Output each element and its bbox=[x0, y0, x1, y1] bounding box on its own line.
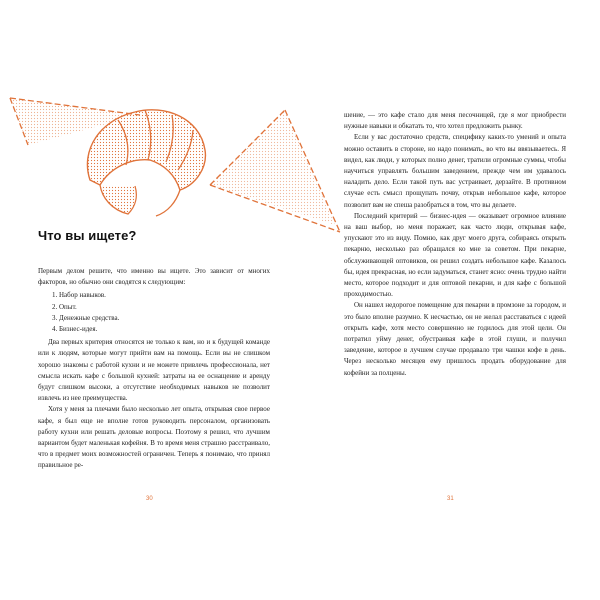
paragraph: Хотя у меня за плечами было несколько лет опыта, открывая свое первое кафе, я был еще не вполне готов руководить персоналом, организовать работу кухни или решать деловые вопросы. Поэтому я решил, что лучшим вариантом будет маленькая кофейня. В то время меня страшно расстраивало, что в предмет моих возможностей ограничен. Теперь я понимаю, что принял правильное ре- bbox=[38, 405, 270, 470]
paragraph: шение, — это кафе стало для меня песочницей, где я мог приобрести нужные навыки и обкатать то, что хотел предложить рынку. bbox=[344, 111, 566, 131]
list-item: 2. Опыт. bbox=[52, 302, 77, 311]
criteria-list bbox=[52, 290, 270, 335]
chapter-heading: Что вы ищете? bbox=[38, 228, 137, 243]
page-number: 31 bbox=[447, 496, 454, 502]
list-item: 1. Набор навыков. bbox=[52, 291, 106, 300]
paragraph: Последний критерий — бизнес-идея — оказывает огромное влияние на ваш выбор, но меня поражает, как часто люди, открывая кафе, упускают это из виду. Помню, как друг моего друга, собираясь открыть пекарню, несколько раз обращался ко мне за советом. При пекарне, обслуживающей оптовиков, он решил создать небольшое кафе. Казалось бы, идея прекрасная, но если задуматься, станет ясно: очень трудно найти место, которое подходит и для оптовой пекарни, и для кафе с большой проходимостью. bbox=[344, 211, 566, 299]
list-item: 3. Денежные средства. bbox=[52, 313, 120, 322]
paragraph: Два первых критерия относятся не только к вам, но и к будущей команде или к людям, которые могут прийти вам на помощь. Если вы не слишком хорошо знакомы с работой кухни и не можете привлечь профессионала, нет смысла искать кафе с большой кухней: затраты на ее оснащение и аренду будут слишком высоки, а отсутствие необходимых навыков не позволит извлечь из нее преимущества. bbox=[38, 338, 270, 403]
right-page-content bbox=[344, 110, 566, 379]
intro-paragraph: Первым делом решите, что именно вы ищете. Это зависит от многих факторов, но обычно они сводятся к следующим: bbox=[38, 267, 270, 287]
left-page-content bbox=[38, 266, 270, 472]
paragraph: Если у вас достаточно средств, специфику каких-то умений и опыта можно оставить в стороне, но надо понимать, во что вы ввязываетесь. Я видел, как люди, у которых полно денег, тратили огромные суммы, чтобы научиться управлять большим заведением, прежде чем им удавалось наладить дело. Если такой путь вас устраивает, дерзайте. В противном случае есть смысл прощупать почву, открыв небольшое кафе, которое позволит вам не спеша разобраться в том, что вы делаете. bbox=[344, 133, 566, 209]
paragraph: Он нашел недорогое помещение для пекарни в промзоне за городом, и это было вполне разумно. К несчастью, он не желал расставаться с идеей открыть кафе, хотя место совершенно не годилось для этой цели. Он потратил уйму денег, обустраивая кафе в этой глуши, и получил заведение, которое в лучшем случае продавало три чашки кофе в день. Через несколько месяцев ему пришлось продать оборудование для кофейни за полцены. bbox=[344, 301, 566, 377]
list-item: 4. Бизнес-идея. bbox=[52, 325, 98, 334]
page-number: 30 bbox=[146, 496, 153, 502]
